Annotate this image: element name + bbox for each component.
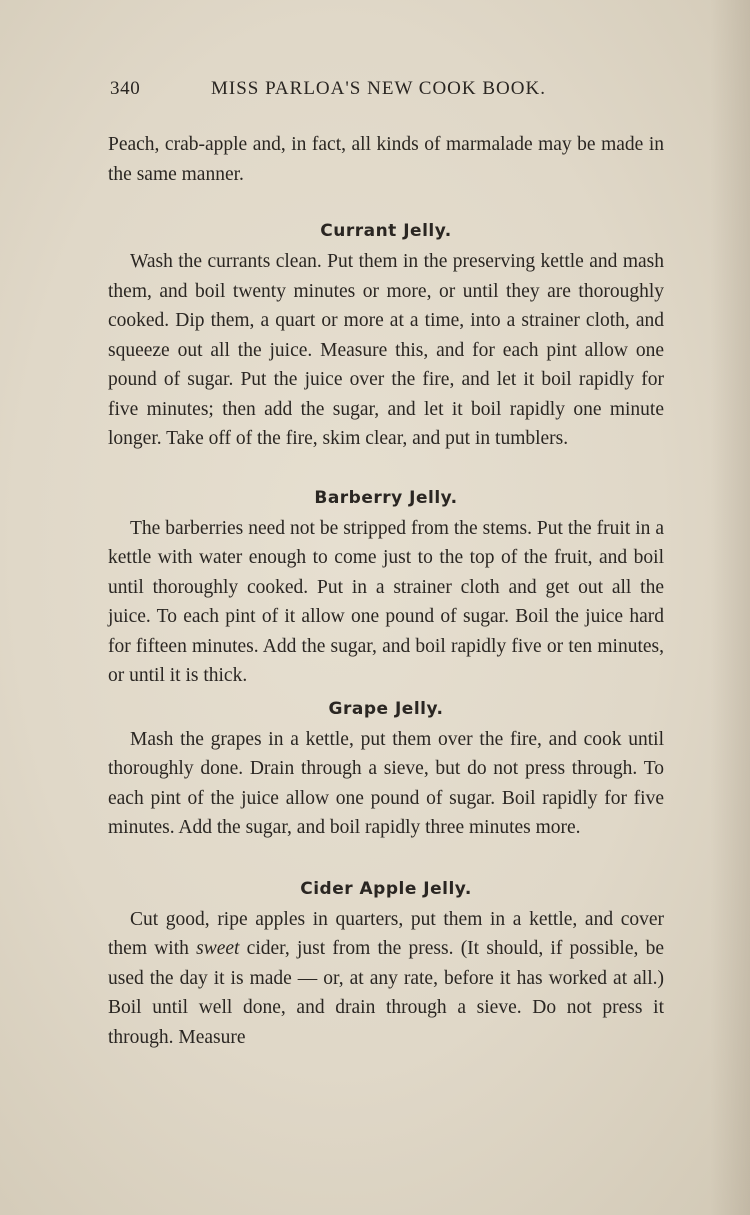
section-heading-grape-jelly: Grape Jelly.	[328, 698, 444, 719]
intro-paragraph: Peach, crab-apple and, in fact, all kinds of marmalade may be made in the same manner.	[108, 134, 664, 185]
cider-text-before: Cut good, ripe apples in quarters, put them in a kettle, and cover them with	[108, 908, 664, 959]
section-body-barberry-jelly: The barberries need not be stripped from the stems. Put the fruit in a kettle with water enough to come just to the top of the fruit, and boil until thoroughly cooked. Put in a strainer cloth and get out all the juice. To each pint of it allow one pound of sugar. Boil the juice hard for fifteen minutes. Add the sugar, and boil rapidly five or ten minutes, or until it is thick.	[108, 517, 664, 686]
section-body-currant-jelly: Wash the currants clean. Put them in the preserving kettle and mash them, and boil twenty minutes or more, or until they are thoroughly cooked. Dip them, a quart or more at a time, into a strainer cloth, and squeeze out all the juice. Measure this, and for each pint allow one pound of sugar. Put the juice over the fire, and let it boil rapidly for five minutes; then add the sugar, and let it boil rapidly one minute longer. Take off of the fire, skim clear, and put in tumblers.	[108, 251, 664, 449]
section-heading-currant-jelly: Currant Jelly.	[320, 221, 452, 241]
section-heading-cider-apple-jelly: Cider Apple Jelly.	[300, 878, 472, 899]
section-body-grape-jelly: Mash the grapes in a kettle, put them over the fire, and cook until thoroughly done. Drain through a sieve, but do not press through. To each pint of the juice allow one pound of sugar. Boil rapidly for five minutes. Add the sugar, and boil rapidly three minutes more.	[108, 728, 664, 838]
cider-text-italic: sweet	[196, 938, 240, 959]
page-content	[108, 130, 664, 1052]
page-number: 340	[110, 78, 141, 99]
section-heading-barberry-jelly: Barberry Jelly.	[314, 487, 458, 508]
book-title: MISS PARLOA'S NEW COOK BOOK.	[211, 78, 546, 99]
running-head	[110, 78, 666, 104]
cider-text-after: cider, just from the press. (It should, if possible, be used the day it is made — or, at any rate, before it has worked at all.) Boil until well done, and drain through a sieve. Do not press it through. Measure	[108, 938, 664, 1048]
section-body-cider-apple-jelly	[108, 905, 664, 1053]
